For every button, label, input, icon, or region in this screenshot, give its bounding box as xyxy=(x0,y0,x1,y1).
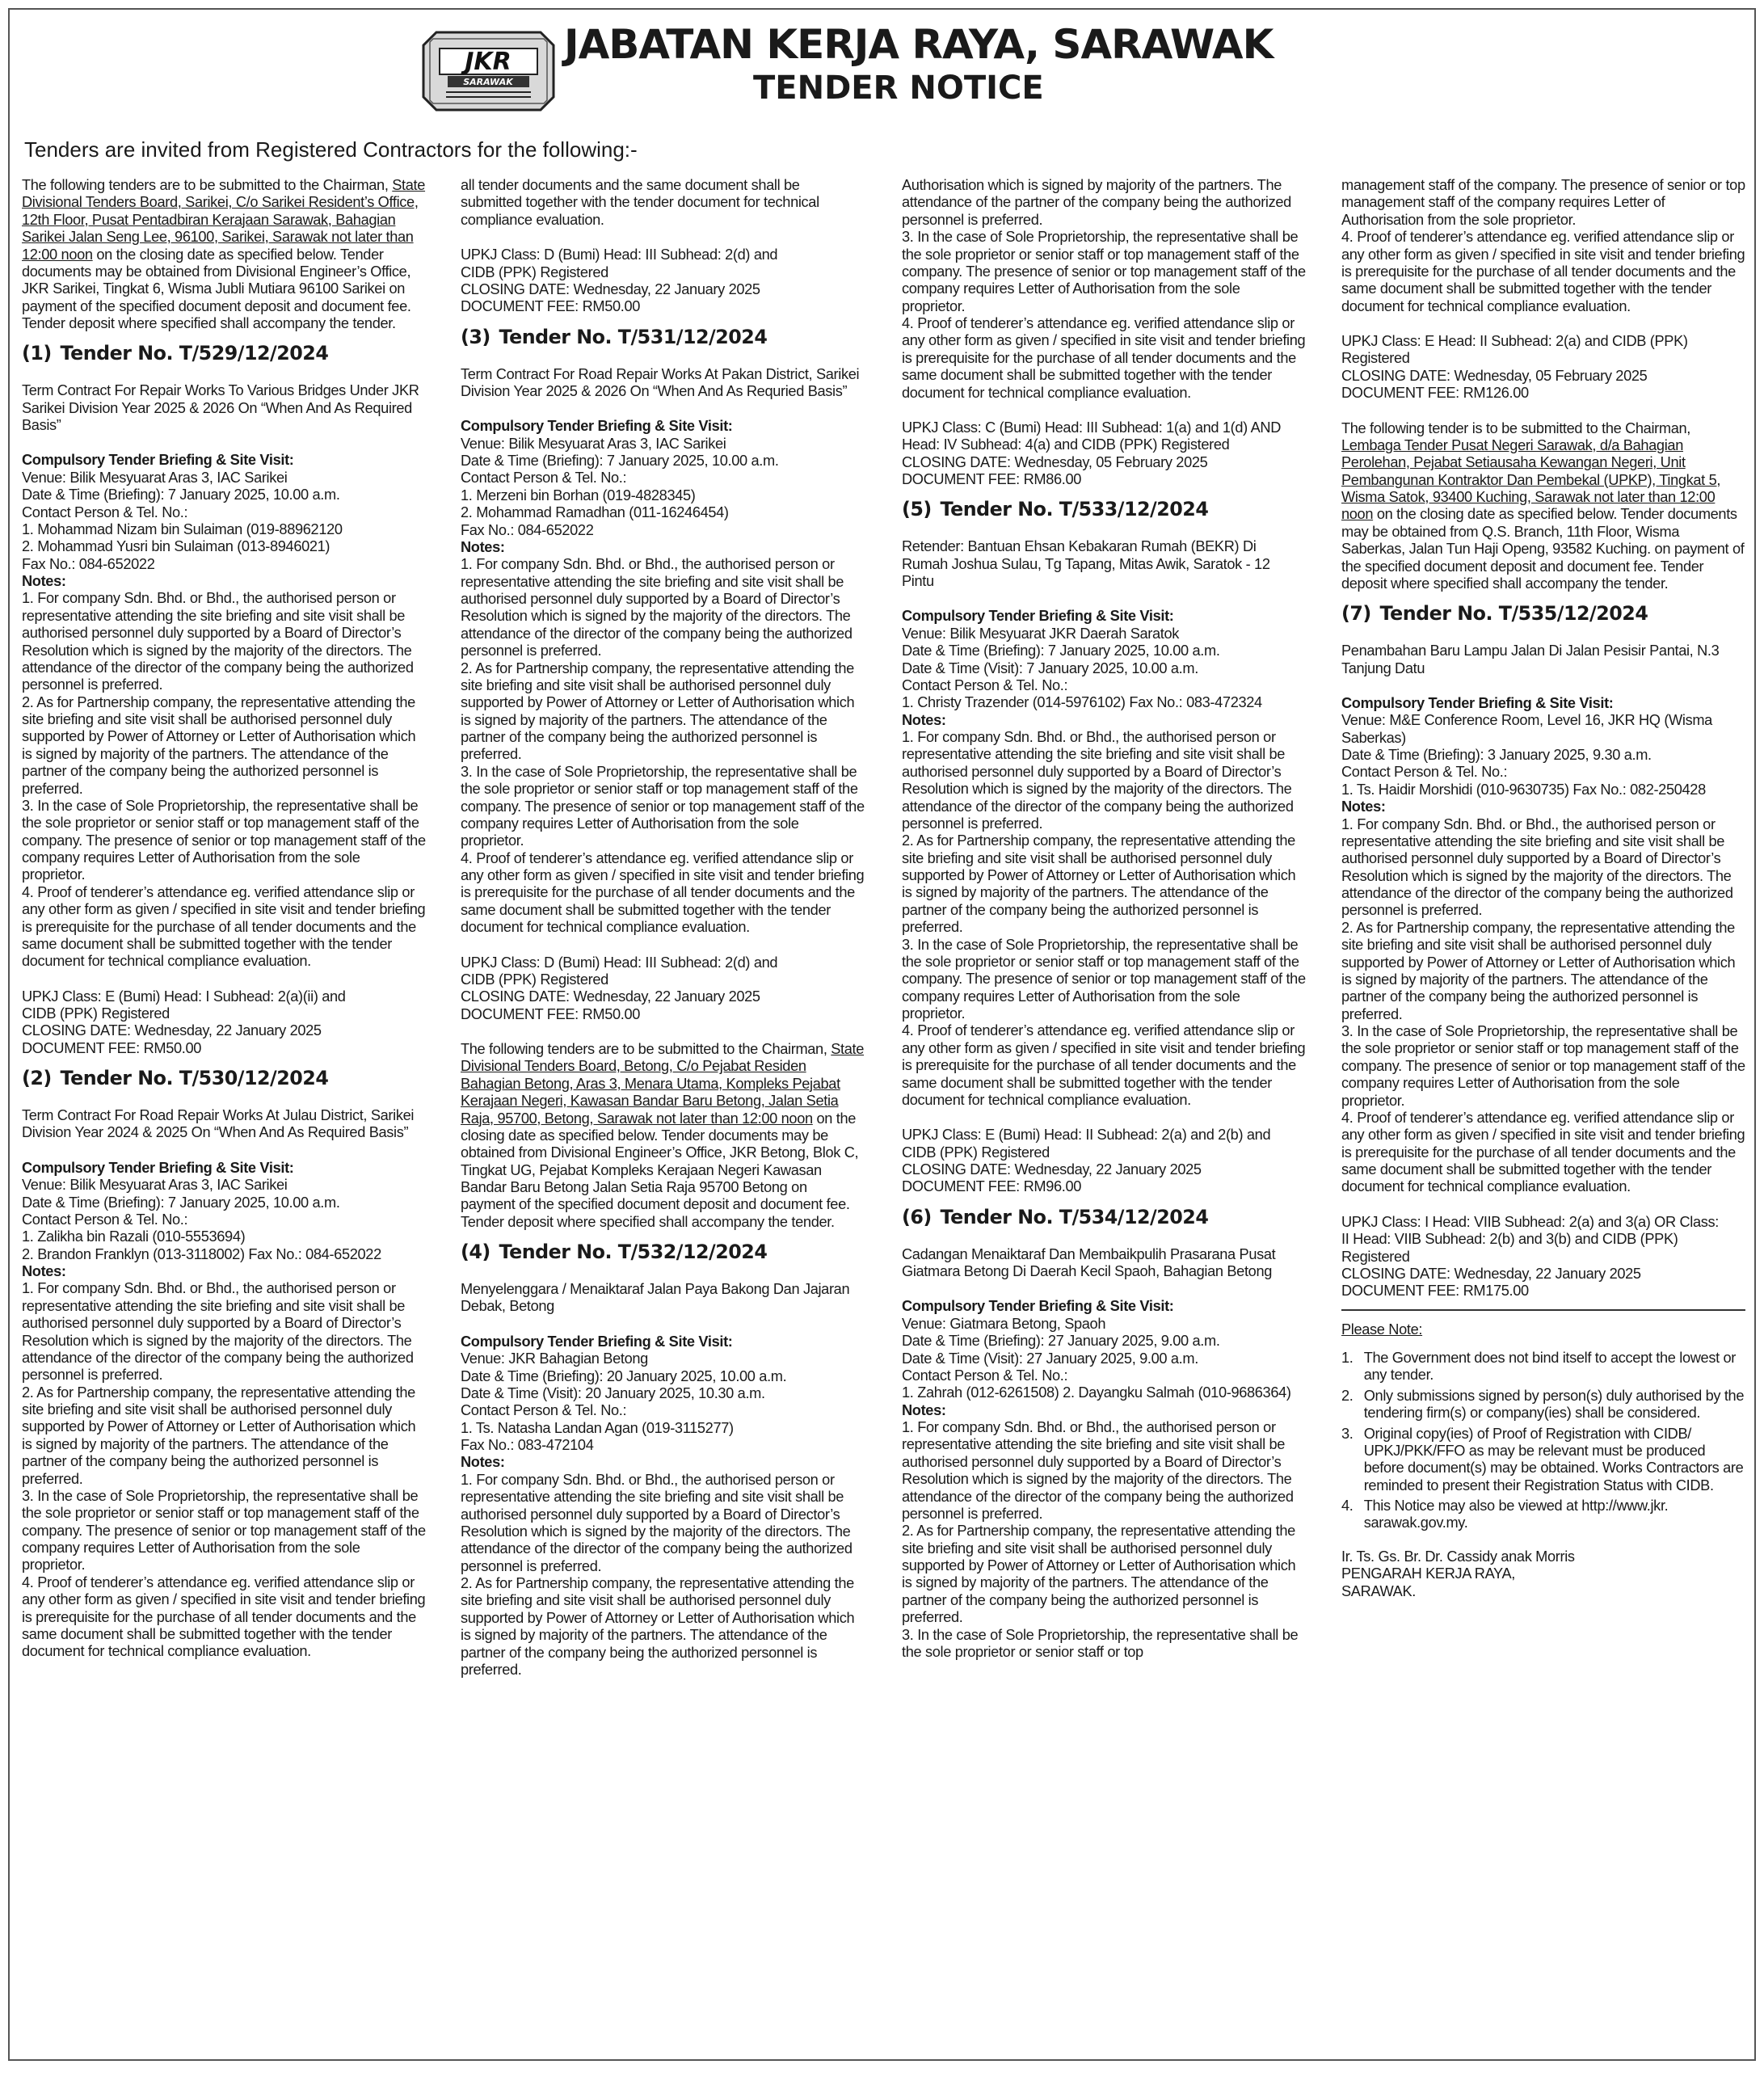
tender-2-notes-label: Notes: xyxy=(22,1262,66,1279)
tender-6-closing-date: CLOSING DATE: Wednesday, 05 February 2025 xyxy=(1341,366,1648,384)
tender-2-date: Date & Time (Briefing): 7 January 2025, 10.00 a.m. xyxy=(22,1193,340,1211)
tender-1-notes-label: Notes: xyxy=(22,572,66,589)
tender-1-cidb: CIDB (PPK) Registered xyxy=(22,1005,170,1022)
tender-1-contact-1: 1. Mohammad Nizam bin Sulaiman (019-88962120 xyxy=(22,520,343,537)
tender-7-briefing-label: Compulsory Tender Briefing & Site Visit: xyxy=(1341,693,1614,711)
tender-5-date: Date & Time (Briefing): 7 January 2025, 10.00 a.m. xyxy=(902,642,1220,659)
tender-7-contact-label: Contact Person & Tel. No.: xyxy=(1341,763,1508,781)
tender-6-note-2: 2. As for Partnership company, the representative attending the site briefing and site visit shall be authorised personnel duly supported by Power of Attorney or Letter of Authorisation which is signed by majority of the partners. The attendance of the partner of the company being the authorized personnel is preferred. xyxy=(902,1522,1296,1626)
tender-6-venue: Venue: Giatmara Betong, Spaoh xyxy=(902,1314,1106,1332)
please-note-label: Please Note: xyxy=(1341,1320,1423,1338)
tender-1-note-3: 3. In the case of Sole Proprietorship, the representative shall be the sole proprietor or senior staff or top management staff of the company. The presence of senior or top management staff of the company requires Letter of Authorisation from the sole proprietor. xyxy=(22,796,426,883)
tender-4-heading: (4) Tender No. T/532/12/2024 xyxy=(461,1241,768,1264)
please-note-item: 3. Original copy(ies) of Proof of Registration with CIDB/ UPKJ/PKK/FFO as may be relevant must be produced before document(s) may be obtained. Works Contractors are reminded to present their Registration Status with CIDB. xyxy=(1341,1424,1744,1494)
tender-1-note-1: 1. For company Sdn. Bhd. or Bhd., the authorised person or representative attending the site briefing and site visit shall be authorised personnel duly supported by a Board of Director’s Resolution which is signed by the majority of the directors. The attendance of the director of the company being the authorized personnel is preferred. xyxy=(22,589,414,693)
intro-sarikei: The following tenders are to be submitted to the Chairman, State Divisional Tenders Board, Sarikei, C/o Sarikei Resident’s Office, 12th Floor, Pusat Pentadbiran Kerajaan Sarawak, Bahagian Sarikei Jalan Seng Lee, 96100, Sarikei, Sarawak not later than 12:00 noon on the closing date as specified below. Tender documents may be obtained from Divisional Engineer’s Office, JKR Sarikei, Tingkat 6, Wisma Jubli Mutiara 96100 Sarikei on payment of the specified document deposit and document fee. Tender deposit where specified shall accompany the tender. xyxy=(22,176,426,331)
tender-6-description: Cadangan Menaiktaraf Dan Membaikpulih Prasarana Pusat Giatmara Betong Di Daerah Kecil Spaoh, Bahagian Betong xyxy=(902,1245,1276,1279)
tender-7-notes-label: Notes: xyxy=(1341,798,1386,815)
tender-1-note-4: 4. Proof of tenderer’s attendance eg. verified attendance slip or any other form as given / specified in site visit and tender briefing is prerequisite for the purchase of all tender documents and the same document shall be submitted together with the tender document for technical compliance evaluation. xyxy=(22,883,426,970)
tender-2-contact-2: 2. Brandon Franklyn (013-3118002) Fax No.: 084-652022 xyxy=(22,1245,381,1262)
tender-7-upkj-alt: II Head: VIIB Subhead: 2(b) and 3(b) and CIDB (PPK) xyxy=(1341,1230,1678,1248)
tender-6-date: Date & Time (Briefing): 27 January 2025, 9.00 a.m. xyxy=(902,1332,1220,1350)
tender-3-venue: Venue: Bilik Mesyuarat Aras 3, IAC Sarikei xyxy=(461,434,726,452)
tender-3-notes-label: Notes: xyxy=(461,537,505,555)
tender-7-note-4: 4. Proof of tenderer’s attendance eg. verified attendance slip or any other form as given / specified in site visit and tender briefing is prerequisite for the purchase of all tender documents and the same document shall be submitted together with the tender document for technical compliance evaluation. xyxy=(1341,1108,1745,1195)
tender-1-contact-2: 2. Mohammad Yusri bin Sulaiman (013-8946021) xyxy=(22,537,330,555)
column-4 xyxy=(1341,176,1745,1599)
tender-3-briefing-label: Compulsory Tender Briefing & Site Visit: xyxy=(461,417,733,435)
notice-header xyxy=(10,10,1754,139)
tender-6-note-1: 1. For company Sdn. Bhd. or Bhd., the authorised person or representative attending the site briefing and site visit shall be authorised personnel duly supported by a Board of Director’s Resolution which is signed by the majority of the directors. The attendance of the director of the company being the authorized personnel is preferred. xyxy=(902,1418,1294,1522)
tender-5-cidb: CIDB (PPK) Registered xyxy=(902,1143,1050,1161)
notice-title: TENDER NOTICE xyxy=(753,70,1044,107)
tender-1-description: Term Contract For Repair Works To Various Bridges Under JKR Sarikei Division Year 2025 & 2026 On “When And As Required Basis” xyxy=(22,381,419,433)
column-2 xyxy=(461,176,865,1678)
tender-4-note-2-continued: Authorisation which is signed by majority of the partners. The attendance of the partner of the company being the authorized personnel is preferred. xyxy=(902,176,1291,228)
tender-1-briefing-label: Compulsory Tender Briefing & Site Visit: xyxy=(22,451,294,469)
tender-2-cidb: CIDB (PPK) Registered xyxy=(461,263,608,280)
tender-2-closing-date: CLOSING DATE: Wednesday, 22 January 2025 xyxy=(461,280,760,297)
tender-6-cidb: Registered xyxy=(1341,349,1410,367)
tender-3-heading: (3) Tender No. T/531/12/2024 xyxy=(461,325,768,348)
tender-7-heading: (7) Tender No. T/535/12/2024 xyxy=(1341,602,1648,626)
tender-6-document-fee: DOCUMENT FEE: RM126.00 xyxy=(1341,384,1529,402)
tender-7-note-1: 1. For company Sdn. Bhd. or Bhd., the authorised person or representative attending the site briefing and site visit shall be authorised personnel duly supported by a Board of Director’s Resolution which is signed by the majority of the directors. The attendance of the director of the company being the authorized personnel is preferred. xyxy=(1341,815,1733,919)
tender-7-contact-1: 1. Ts. Haidir Morshidi (010-9630735) Fax No.: 082-250428 xyxy=(1341,780,1706,798)
tender-3-description: Term Contract For Road Repair Works At Pakan District, Sarikei Division Year 2025 & 2026 On “When And As Requried Basis” xyxy=(461,364,860,399)
tender-6-visit-date: Date & Time (Visit): 27 January 2025, 9.00 a.m. xyxy=(902,1349,1198,1367)
please-note-item: 4. This Notice may also be viewed at http://www.jkr. sarawak.gov.my. xyxy=(1341,1497,1669,1531)
tender-6-contact-label: Contact Person & Tel. No.: xyxy=(902,1366,1068,1384)
tender-6-upkj: UPKJ Class: E Head: II Subhead: 2(a) and CIDB (PPK) xyxy=(1341,332,1688,349)
tender-3-note-1: 1. For company Sdn. Bhd. or Bhd., the authorised person or representative attending the site briefing and site visit shall be authorised personnel duly supported by a Board of Director’s Resolution which is signed by the majority of the directors. The attendance of the director of the company being the authorized personnel is preferred. xyxy=(461,555,853,659)
tender-3-note-3: 3. In the case of Sole Proprietorship, the representative shall be the sole proprietor or senior staff or top management staff of the company. The presence of senior or top management staff of the company requires Letter of Authorisation from the sole proprietor. xyxy=(461,762,865,849)
tender-7-cidb: Registered xyxy=(1341,1247,1410,1265)
tender-5-notes-label: Notes: xyxy=(902,710,946,728)
tender-7-closing-date: CLOSING DATE: Wednesday, 22 January 2025 xyxy=(1341,1264,1641,1282)
invitation-line: Tenders are invited from Registered Contractors for the following:- xyxy=(24,137,638,162)
tender-7-venue: Venue: M&E Conference Room, Level 16, JKR HQ (Wisma Saberkas) xyxy=(1341,711,1712,746)
signatory-name: Ir. Ts. Gs. Br. Dr. Cassidy anak Morris xyxy=(1341,1547,1575,1565)
tender-5-document-fee: DOCUMENT FEE: RM96.00 xyxy=(902,1178,1082,1195)
tender-3-fax: Fax No.: 084-652022 xyxy=(461,520,594,538)
signature-block xyxy=(1341,1548,1745,1599)
tender-5-closing-date: CLOSING DATE: Wednesday, 22 January 2025 xyxy=(902,1161,1202,1178)
tender-2-contact-label: Contact Person & Tel. No.: xyxy=(22,1210,188,1228)
tender-5-venue: Venue: Bilik Mesyuarat JKR Daerah Saratok xyxy=(902,624,1180,642)
tender-1-closing-date: CLOSING DATE: Wednesday, 22 January 2025 xyxy=(22,1022,322,1039)
tender-4-contact-label: Contact Person & Tel. No.: xyxy=(461,1401,627,1419)
tender-3-date: Date & Time (Briefing): 7 January 2025, 10.00 a.m. xyxy=(461,452,779,469)
tender-2-upkj: UPKJ Class: D (Bumi) Head: III Subhead: 2(d) and xyxy=(461,246,778,263)
tender-4-upkj: UPKJ Class: C (Bumi) Head: III Subhead: 1(a) and 1(d) AND xyxy=(902,418,1281,436)
tender-4-visit-date: Date & Time (Visit): 20 January 2025, 10.30 a.m. xyxy=(461,1384,765,1401)
tender-3-note-2: 2. As for Partnership company, the representative attending the site briefing and site visit shall be authorised personnel duly supported by Power of Attorney or Letter of Authorisation which is signed by majority of the partners. The attendance of the partner of the company being the authorized personnel is preferred. xyxy=(461,659,855,763)
intro-betong: The following tenders are to be submitted to the Chairman, State Divisional Tenders Board, Betong, C/o Pejabat Residen Bahagian Betong, Aras 3, Menara Utama, Kompleks Pejabat Kerajaan Negeri, Kawasan Bandar Baru Betong, Jalan Setia Raja, 95700, Betong, Sarawak not later than 12:00 noon on the closing date as specified below. Tender documents may be obtained from Divisional Engineer’s Office, JKR Betong, Blok C, Tingkat UG, Pejabat Kompleks Kerajaan Negeri Kawasan Bandar Baru Betong Jalan Setia Raja 95700 Betong on payment of the specified document deposit and document fee. Tender deposit where specified shall accompany the tender. xyxy=(461,1040,865,1230)
signatory-role: PENGARAH KERJA RAYA, xyxy=(1341,1565,1515,1582)
tender-7-date: Date & Time (Briefing): 3 January 2025, 9.30 a.m. xyxy=(1341,746,1652,763)
tender-1-upkj: UPKJ Class: E (Bumi) Head: I Subhead: 2(a)(ii) and xyxy=(22,987,346,1005)
tender-3-note-4: 4. Proof of tenderer’s attendance eg. verified attendance slip or any other form as given / specified in site visit and tender briefing is prerequisite for the purchase of all tender documents and the same document shall be submitted together with the tender document for technical compliance evaluation. xyxy=(461,849,865,936)
tender-7-document-fee: DOCUMENT FEE: RM175.00 xyxy=(1341,1282,1529,1300)
please-note-item: 2. Only submissions signed by person(s) duly authorised by the tendering firm(s) or company(ies) shall be considered. xyxy=(1341,1386,1745,1422)
tender-5-contact-1: 1. Christy Trazender (014-5976102) Fax No.: 083-472324 xyxy=(902,693,1262,711)
tender-5-briefing-label: Compulsory Tender Briefing & Site Visit: xyxy=(902,607,1174,625)
column-1 xyxy=(22,176,426,1660)
tender-4-description: Menyelenggara / Menaiktaraf Jalan Paya Bakong Dan Jajaran Debak, Betong xyxy=(461,1280,850,1315)
tender-6-briefing-label: Compulsory Tender Briefing & Site Visit: xyxy=(902,1297,1174,1315)
tender-5-heading: (5) Tender No. T/533/12/2024 xyxy=(902,498,1209,521)
tender-4-note-2: 2. As for Partnership company, the representative attending the site briefing and site visit shall be authorised personnel duly supported by Power of Attorney or Letter of Authorisation which is signed by majority of the partners. The attendance of the partner of the company being the authorized personnel is preferred. xyxy=(461,1574,855,1678)
tender-3-upkj: UPKJ Class: D (Bumi) Head: III Subhead: 2(d) and xyxy=(461,953,778,971)
jkr-logo xyxy=(422,31,555,112)
please-note-list xyxy=(1341,1349,1745,1531)
tender-3-document-fee: DOCUMENT FEE: RM50.00 xyxy=(461,1005,641,1022)
department-title: JABATAN KERJA RAYA, SARAWAK xyxy=(564,21,1274,68)
column-3 xyxy=(902,176,1306,1660)
tender-3-contact-1: 1. Merzeni bin Borhan (019-4828345) xyxy=(461,486,696,503)
tender-1-note-2: 2. As for Partnership company, the representative attending the site briefing and site visit shall be authorised personnel duly supported by Power of Attorney or Letter of Authorisation which is signed by majority of the partners. The attendance of the partner of the company being the authorized personnel is preferred. xyxy=(22,693,416,797)
tender-4-document-fee: DOCUMENT FEE: RM86.00 xyxy=(902,470,1082,487)
tender-2-note-4: 4. Proof of tenderer’s attendance eg. verified attendance slip or any other form as given / specified in site visit and tender briefing is prerequisite for the purchase of all tender documents and the same document shall be submitted together with the tender document for technical compliance evaluation. xyxy=(22,1573,426,1660)
tender-3-cidb: CIDB (PPK) Registered xyxy=(461,970,608,988)
tender-3-contact-label: Contact Person & Tel. No.: xyxy=(461,469,627,487)
tender-4-venue: Venue: JKR Bahagian Betong xyxy=(461,1350,648,1367)
tender-7-note-2: 2. As for Partnership company, the representative attending the site briefing and site visit shall be authorised personnel duly supported by Power of Attorney or Letter of Authorisation which is signed by majority of the partners. The attendance of the partner of the company being the authorized personnel is preferred. xyxy=(1341,918,1736,1022)
please-note-item: 1. The Government does not bind itself to accept the lowest or any tender. xyxy=(1341,1349,1737,1384)
tender-2-note-3: 3. In the case of Sole Proprietorship, the representative shall be the sole proprietor or senior staff or top management staff of the company. The presence of senior or top management staff of the company requires Letter of Authorisation from the sole proprietor. xyxy=(22,1486,426,1574)
tender-6-notes-label: Notes: xyxy=(902,1401,946,1418)
tender-notice-page xyxy=(8,8,1756,2061)
tender-2-briefing-label: Compulsory Tender Briefing & Site Visit: xyxy=(22,1158,294,1176)
tender-4-notes-label: Notes: xyxy=(461,1453,505,1471)
tender-1-contact-label: Contact Person & Tel. No.: xyxy=(22,503,188,520)
tender-4-note-1: 1. For company Sdn. Bhd. or Bhd., the authorised person or representative attending the site briefing and site visit shall be authorised personnel duly supported by a Board of Director’s Resolution which is signed by the majority of the directors. The attendance of the director of the company being the authorized personnel is preferred. xyxy=(461,1470,853,1574)
intro-kuching: The following tender is to be submitted to the Chairman, Lembaga Tender Pusat Negeri Sarawak, d/a Bahagian Perolehan, Pejabat Setiausaha Kewangan Negeri, Unit Pembangunan Kontraktor Dan Pembekal (UPKP), Tingkat 5, Wisma Satok, 93400 Kuching, Sarawak not later than 12:00 noon on the closing date as specified below. Tender documents may be obtained from Q.S. Branch, 11th Floor, Wisma Saberkas, Jalan Tun Haji Openg, 93582 Kuching. on payment of the specified document deposit and document fee. Tender deposit where specified shall accompany the tender. xyxy=(1341,419,1745,592)
tender-2-note-1: 1. For company Sdn. Bhd. or Bhd., the authorised person or representative attending the site briefing and site visit shall be authorised personnel duly supported by a Board of Director’s Resolution which is signed by the majority of the directors. The attendance of the director of the company being the authorized personnel is preferred. xyxy=(22,1279,414,1384)
tender-6-heading: (6) Tender No. T/534/12/2024 xyxy=(902,1205,1209,1228)
tender-7-upkj: UPKJ Class: I Head: VIIB Subhead: 2(a) and 3(a) OR Class: xyxy=(1341,1212,1720,1230)
tender-2-heading: (2) Tender No. T/530/12/2024 xyxy=(22,1067,329,1090)
tender-1-fax: Fax No.: 084-652022 xyxy=(22,554,155,572)
tender-2-description: Term Contract For Road Repair Works At Julau District, Sarikei Division Year 2024 & 2025 On “When And As Required Basis” xyxy=(22,1106,415,1141)
tender-6-note-3: 3. In the case of Sole Proprietorship, the representative shall be the sole proprietor or senior staff or top xyxy=(902,1625,1299,1660)
tender-4-fax: Fax No.: 083-472104 xyxy=(461,1436,594,1453)
tender-5-upkj: UPKJ Class: E (Bumi) Head: II Subhead: 2(a) and 2(b) and xyxy=(902,1126,1271,1144)
tender-1-document-fee: DOCUMENT FEE: RM50.00 xyxy=(22,1038,202,1056)
tender-1-date: Date & Time (Briefing): 7 January 2025, 10.00 a.m. xyxy=(22,486,340,503)
tender-3-closing-date: CLOSING DATE: Wednesday, 22 January 2025 xyxy=(461,988,760,1005)
tender-4-briefing-label: Compulsory Tender Briefing & Site Visit: xyxy=(461,1332,733,1350)
tender-2-venue: Venue: Bilik Mesyuarat Aras 3, IAC Sarikei xyxy=(22,1176,288,1194)
tender-5-description: Retender: Bantuan Ehsan Kebakaran Rumah (BEKR) Di Rumah Joshua Sulau, Tg Tapang, Mitas Awik, Saratok - 12 Pintu xyxy=(902,537,1270,589)
tender-3-contact-2: 2. Mohammad Ramadhan (011-16246454) xyxy=(461,503,729,521)
tender-4-cidb: Head: IV Subhead: 4(a) and CIDB (PPK) Registered xyxy=(902,436,1230,453)
tender-7-description: Penambahan Baru Lampu Jalan Di Jalan Pesisir Pantai, N.3 Tanjung Datu xyxy=(1341,642,1720,676)
divider xyxy=(1341,1309,1745,1311)
tender-4-note-3: 3. In the case of Sole Proprietorship, the representative shall be the sole proprietor or senior staff or top management staff of the company. The presence of senior or top management staff of the company requires Letter of Authorisation from the sole proprietor. xyxy=(902,228,1306,314)
tender-4-date: Date & Time (Briefing): 20 January 2025, 10.00 a.m. xyxy=(461,1367,787,1384)
tender-4-contact-1: 1. Ts. Natasha Landan Agan (019-3115277) xyxy=(461,1418,734,1436)
tender-5-note-2: 2. As for Partnership company, the representative attending the site briefing and site visit shall be authorised personnel duly supported by Power of Attorney or Letter of Authorisation which is signed by majority of the partners. The attendance of the partner of the company being the authorized personnel is preferred. xyxy=(902,832,1296,936)
tender-2-document-fee: DOCUMENT FEE: RM50.00 xyxy=(461,297,641,315)
tender-6-contact-1: 1. Zahrah (012-6261508) 2. Dayangku Salmah (010-9686364) xyxy=(902,1384,1291,1401)
tender-6-note-4: 4. Proof of tenderer’s attendance eg. verified attendance slip or any other form as given / specified in site visit and tender briefing is prerequisite for the purchase of all tender documents and the same document shall be submitted together with the tender document for technical compliance evaluation. xyxy=(1341,228,1745,314)
tender-5-note-1: 1. For company Sdn. Bhd. or Bhd., the authorised person or representative attending the site briefing and site visit shall be authorised personnel duly supported by a Board of Director’s Resolution which is signed by the majority of the directors. The attendance of the director of the company being the authorized personnel is preferred. xyxy=(902,728,1294,832)
tender-2-contact-1: 1. Zalikha bin Razali (010-5553694) xyxy=(22,1228,246,1245)
signatory-state: SARAWAK. xyxy=(1341,1582,1416,1599)
logo-subtext: SARAWAK xyxy=(463,77,513,87)
tender-2-note-2: 2. As for Partnership company, the representative attending the site briefing and site visit shall be authorised personnel duly supported by Power of Attorney or Letter of Authorisation which is signed by majority of the partners. The attendance of the partner of the company being the authorized personnel is preferred. xyxy=(22,1383,416,1487)
tender-5-note-4: 4. Proof of tenderer’s attendance eg. verified attendance slip or any other form as given / specified in site visit and tender briefing is prerequisite for the purchase of all tender documents and the same document shall be submitted together with the tender document for technical compliance evaluation. xyxy=(902,1022,1306,1108)
tender-5-contact-label: Contact Person & Tel. No.: xyxy=(902,676,1068,693)
tender-4-note-4: 4. Proof of tenderer’s attendance eg. verified attendance slip or any other form as given / specified in site visit and tender briefing is prerequisite for the purchase of all tender documents and the same document shall be submitted together with the tender document for technical compliance evaluation. xyxy=(902,314,1306,401)
tender-2-note-4-continued: all tender documents and the same document shall be submitted together with the tender document for technical compliance evaluation. xyxy=(461,176,819,228)
tender-1-heading: (1) Tender No. T/529/12/2024 xyxy=(22,342,329,365)
tender-5-visit-date: Date & Time (Visit): 7 January 2025, 10.00 a.m. xyxy=(902,659,1198,676)
logo-text: JKR xyxy=(465,48,512,76)
tender-5-note-3: 3. In the case of Sole Proprietorship, the representative shall be the sole proprietor or senior staff or top management staff of the company. The presence of senior or top management staff of the company requires Letter of Authorisation from the sole proprietor. xyxy=(902,935,1306,1022)
tender-7-note-3: 3. In the case of Sole Proprietorship, the representative shall be the sole proprietor or senior staff or top management staff of the company. The presence of senior or top management staff of the company requires Letter of Authorisation from the sole proprietor. xyxy=(1341,1022,1745,1109)
tender-1-venue: Venue: Bilik Mesyuarat Aras 3, IAC Sarikei xyxy=(22,468,288,486)
tender-6-note-3-continued: management staff of the company. The presence of senior or top management staff of the company requires Letter of Authorisation from the sole proprietor. xyxy=(1341,176,1745,228)
tender-4-closing-date: CLOSING DATE: Wednesday, 05 February 2025 xyxy=(902,453,1208,470)
